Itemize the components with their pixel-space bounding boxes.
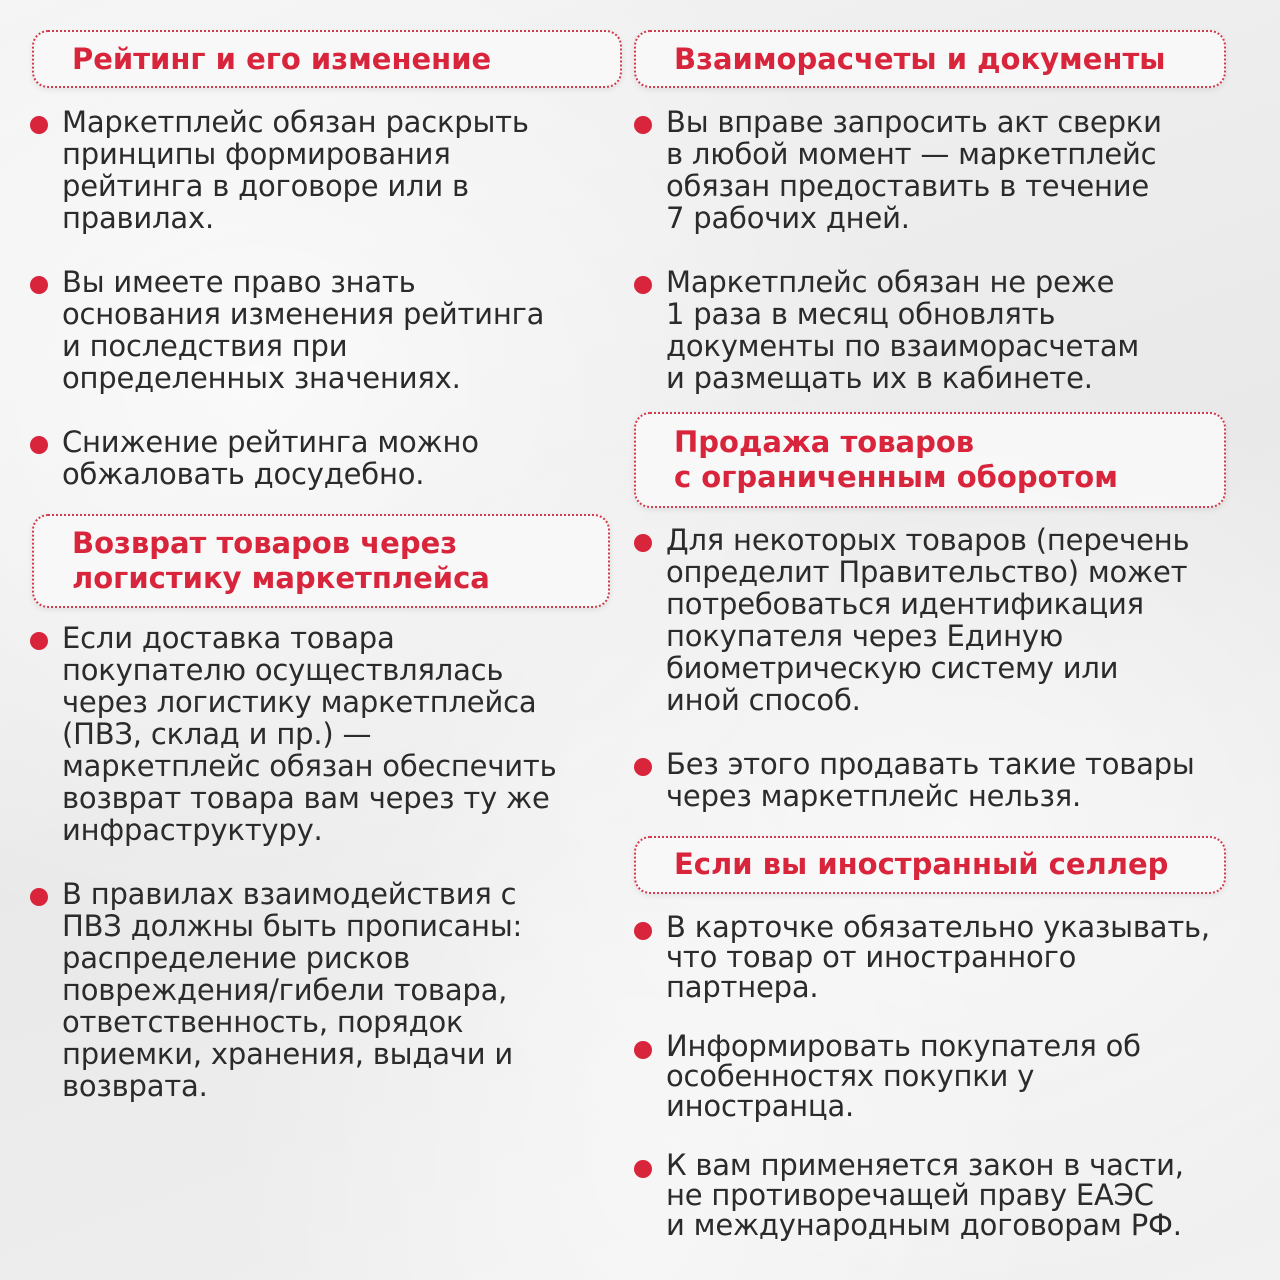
bullet-dot-icon	[634, 758, 652, 776]
bullet-dot-icon	[634, 1160, 652, 1178]
bullet-dot-icon	[30, 632, 48, 650]
bullet-dot-icon	[634, 1041, 652, 1059]
bullet-text: В карточке обязательно указывать, что товар от иностранного партнера.	[666, 910, 1210, 1004]
bullet-text: В правилах взаимодействия с ПВЗ должны быть прописаны: распределение рисков повреждения/гибели товара, ответственность, порядок приемки, хранения, выдачи и возврата.	[62, 877, 523, 1103]
bullet-dot-icon	[30, 888, 48, 906]
returns-section-header	[32, 514, 610, 608]
restricted-section-title: Продажа товаров с ограниченным оборотом	[674, 425, 1118, 494]
bullet-dot-icon	[634, 116, 652, 134]
bullet-text: К вам применяется закон в части, не противоречащей праву ЕАЭС и международным договорам РФ.	[666, 1148, 1184, 1242]
bullet-dot-icon	[30, 116, 48, 134]
foreign-seller-section-title: Если вы иностранный селлер	[674, 847, 1169, 881]
bullet-text: Вы вправе запросить акт сверки в любой момент — маркетплейс обязан предоставить в течение 7 рабочих дней.	[666, 105, 1162, 235]
bullet-text: Вы имеете право знать основания изменения рейтинга и последствия при определенных значениях.	[62, 265, 545, 395]
bullet-text: Информировать покупателя об особенностях покупки у иностранца.	[666, 1029, 1141, 1123]
bullet-text: Снижение рейтинга можно обжаловать досудебно.	[62, 425, 479, 491]
bullet-dot-icon	[634, 534, 652, 552]
foreign-seller-section-header	[634, 836, 1226, 894]
bullet-dot-icon	[30, 436, 48, 454]
bullet-dot-icon	[634, 922, 652, 940]
settlements-section-header	[634, 30, 1226, 88]
rating-section-header	[32, 30, 622, 88]
settlements-section-title: Взаиморасчеты и документы	[674, 42, 1166, 76]
bullet-text: Без этого продавать такие товары через маркетплейс нельзя.	[666, 747, 1195, 813]
bullet-text: Маркетплейс обязан не реже 1 раза в месяц обновлять документы по взаиморасчетам и размещать их в кабинете.	[666, 265, 1140, 395]
bullet-text: Маркетплейс обязан раскрыть принципы формирования рейтинга в договоре или в правилах.	[62, 105, 529, 235]
returns-section-title: Возврат товаров через логистику маркетплейса	[72, 526, 490, 595]
rating-section-title: Рейтинг и его изменение	[72, 42, 492, 76]
bullet-text: Если доставка товара покупателю осуществлялась через логистику маркетплейса (ПВЗ, склад и пр.) — маркетплейс обязан обеспечить возврат товара вам через ту же инфраструктуру.	[62, 621, 557, 847]
bullet-text: Для некоторых товаров (перечень определит Правительство) может потребоваться идентификация покупателя через Единую биометрическую систему или иной способ.	[666, 523, 1190, 717]
bullet-dot-icon	[634, 276, 652, 294]
restricted-section-header	[634, 412, 1226, 508]
bullet-dot-icon	[30, 276, 48, 294]
